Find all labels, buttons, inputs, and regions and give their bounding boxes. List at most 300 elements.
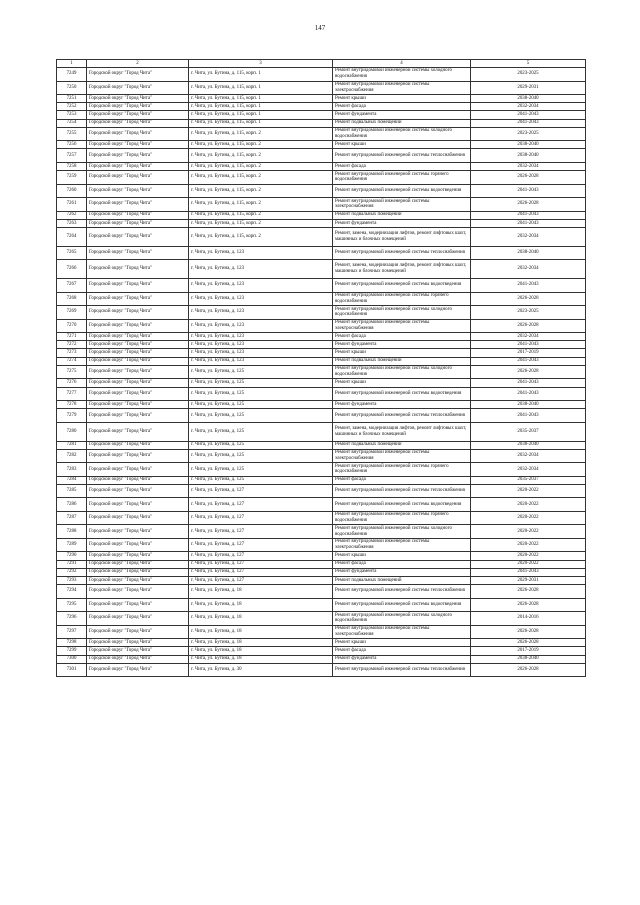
- row-years-cell: 2026-2028: [471, 598, 586, 612]
- row-work-cell: Ремонт фасада: [333, 162, 471, 170]
- row-address-cell: г. Чита, ул. Бутина, д. 125: [189, 449, 333, 463]
- row-work-cell: Ремонт, замена, модернизация лифтов, ремонт лифтовых шахт, машинных и блочных помещений: [333, 260, 471, 279]
- row-id-cell: 7287: [57, 511, 87, 525]
- row-years-cell: 2014-2016: [471, 612, 586, 626]
- row-address-cell: г. Чита, ул. Бутина, д. 123: [189, 357, 333, 365]
- row-address-cell: г. Чита, ул. Бутина, д. 123: [189, 319, 333, 333]
- row-work-cell: Ремонт крыши: [333, 95, 471, 103]
- row-years-cell: 2020-2022: [471, 484, 586, 498]
- row-years-cell: 2041-2043: [471, 219, 586, 227]
- table-row: [57, 639, 586, 647]
- row-years-cell: 2041-2043: [471, 341, 586, 349]
- row-owner-cell: Городской округ "Город Чита": [87, 441, 189, 449]
- table-row: [57, 441, 586, 449]
- row-owner-cell: Городской округ "Город Чита": [87, 228, 189, 247]
- row-years-cell: 2020-2022: [471, 560, 586, 568]
- row-address-cell: г. Чита, ул. Бутина, д. 123: [189, 349, 333, 357]
- row-address-cell: г. Чита, ул. Бутина, д. 18: [189, 612, 333, 626]
- table-row: [57, 576, 586, 584]
- row-years-cell: 2020-2022: [471, 525, 586, 539]
- row-work-cell: Ремонт фундамента: [333, 111, 471, 119]
- row-work-cell: Ремонт фундамента: [333, 401, 471, 409]
- row-owner-cell: Городской округ "Город Чита": [87, 612, 189, 626]
- row-work-cell: Ремонт внутридомовой инженерной системы водоотведения: [333, 498, 471, 512]
- row-address-cell: г. Чита, ул. Бутина, д. 125: [189, 422, 333, 441]
- row-years-cell: 2038-2040: [471, 149, 586, 163]
- row-address-cell: г. Чита, ул. Бутина, д. 30: [189, 663, 333, 677]
- row-address-cell: г. Чита, ул. Бутина, д. 18: [189, 625, 333, 639]
- table-row: [57, 365, 586, 379]
- row-address-cell: г. Чита, ул. Бутина, д. 115, корп. 1: [189, 103, 333, 111]
- row-years-cell: 2026-2028: [471, 292, 586, 306]
- table-row: [57, 612, 586, 626]
- row-address-cell: г. Чита, ул. Бутина, д. 123: [189, 260, 333, 279]
- row-id-cell: 7252: [57, 103, 87, 111]
- row-years-cell: 2023-2025: [471, 127, 586, 141]
- row-owner-cell: Городской округ "Город Чита": [87, 379, 189, 387]
- row-address-cell: г. Чита, ул. Бутина, д. 115, корп. 2: [189, 149, 333, 163]
- table-row: [57, 349, 586, 357]
- row-work-cell: Ремонт фундамента: [333, 219, 471, 227]
- row-id-cell: 7255: [57, 127, 87, 141]
- row-owner-cell: Городской округ "Город Чита": [87, 576, 189, 584]
- row-work-cell: Ремонт крыши: [333, 639, 471, 647]
- row-owner-cell: Городской округ "Город Чита": [87, 341, 189, 349]
- table-row: [57, 260, 586, 279]
- row-owner-cell: Городской округ "Город Чита": [87, 484, 189, 498]
- table-row: [57, 111, 586, 119]
- header-cell-5: 5: [471, 60, 586, 68]
- row-owner-cell: Городской округ "Город Чита": [87, 401, 189, 409]
- row-id-cell: 7271: [57, 333, 87, 341]
- row-address-cell: г. Чита, ул. Бутина, д. 115, корп. 2: [189, 127, 333, 141]
- row-id-cell: 7293: [57, 576, 87, 584]
- table-row: [57, 103, 586, 111]
- row-id-cell: 7284: [57, 476, 87, 484]
- row-work-cell: Ремонт подвальных помещений: [333, 357, 471, 365]
- row-years-cell: 2032-2034: [471, 103, 586, 111]
- row-address-cell: г. Чита, ул. Бутина, д. 115, корп. 2: [189, 184, 333, 198]
- table-row: [57, 560, 586, 568]
- table-row: [57, 379, 586, 387]
- row-id-cell: 7285: [57, 484, 87, 498]
- table-row: [57, 171, 586, 185]
- row-id-cell: 7256: [57, 141, 87, 149]
- row-address-cell: г. Чита, ул. Бутина, д. 127: [189, 560, 333, 568]
- row-id-cell: 7260: [57, 184, 87, 198]
- row-owner-cell: Городской округ "Город Чита": [87, 639, 189, 647]
- row-address-cell: г. Чита, ул. Бутина, д. 127: [189, 511, 333, 525]
- row-address-cell: г. Чита, ул. Бутина, д. 123: [189, 279, 333, 293]
- row-years-cell: 2032-2034: [471, 162, 586, 170]
- row-address-cell: г. Чита, ул. Бутина, д. 115, корп. 2: [189, 162, 333, 170]
- row-years-cell: 2038-2040: [471, 401, 586, 409]
- table-row: [57, 219, 586, 227]
- table-row: [57, 422, 586, 441]
- row-address-cell: г. Чита, ул. Бутина, д. 123: [189, 292, 333, 306]
- header-cell-3: 3: [189, 60, 333, 68]
- row-work-cell: Ремонт внутридомовой инженерной системы холодного водоснабжения: [333, 525, 471, 539]
- row-years-cell: 2032-2034: [471, 260, 586, 279]
- row-work-cell: Ремонт внутридомовой инженерной системы водоотведения: [333, 184, 471, 198]
- row-years-cell: 2032-2034: [471, 333, 586, 341]
- row-years-cell: 2017-2019: [471, 647, 586, 655]
- row-owner-cell: Городской округ "Город Чита": [87, 111, 189, 119]
- row-work-cell: Ремонт подвальных помещений: [333, 576, 471, 584]
- row-work-cell: Ремонт внутридомовой инженерной системы водоотведения: [333, 598, 471, 612]
- row-years-cell: 2038-2040: [471, 246, 586, 260]
- row-address-cell: г. Чита, ул. Бутина, д. 18: [189, 639, 333, 647]
- row-years-cell: 2026-2028: [471, 639, 586, 647]
- row-years-cell: 2026-2028: [471, 625, 586, 639]
- header-cell-1: 1: [57, 60, 87, 68]
- row-years-cell: 2041-2043: [471, 119, 586, 127]
- table-row: [57, 568, 586, 576]
- row-work-cell: Ремонт внутридомовой инженерной системы электроснабжения: [333, 449, 471, 463]
- row-owner-cell: Городской округ "Город Чита": [87, 246, 189, 260]
- row-address-cell: г. Чита, ул. Бутина, д. 127: [189, 498, 333, 512]
- row-years-cell: 2041-2043: [471, 568, 586, 576]
- row-id-cell: 7257: [57, 149, 87, 163]
- table-row: [57, 401, 586, 409]
- row-id-cell: 7275: [57, 365, 87, 379]
- row-id-cell: 7289: [57, 538, 87, 552]
- row-work-cell: Ремонт внутридомовой инженерной системы холодного водоснабжения: [333, 365, 471, 379]
- row-work-cell: Ремонт фасада: [333, 333, 471, 341]
- row-address-cell: г. Чита, ул. Бутина, д. 123: [189, 333, 333, 341]
- row-address-cell: г. Чита, ул. Бутина, д. 123: [189, 306, 333, 320]
- row-address-cell: г. Чита, ул. Бутина, д. 127: [189, 484, 333, 498]
- row-owner-cell: Городской округ "Город Чита": [87, 422, 189, 441]
- row-id-cell: 7250: [57, 81, 87, 95]
- page-number: 147: [314, 24, 326, 32]
- row-address-cell: г. Чита, ул. Бутина, д. 115, корп. 1: [189, 119, 333, 127]
- table-row: [57, 162, 586, 170]
- row-address-cell: г. Чита, ул. Бутина, д. 18: [189, 647, 333, 655]
- row-years-cell: 2020-2022: [471, 498, 586, 512]
- table-row: [57, 357, 586, 365]
- row-work-cell: Ремонт внутридомовой инженерной системы холодного водоснабжения: [333, 306, 471, 320]
- row-years-cell: 2038-2040: [471, 655, 586, 663]
- table-row: [57, 279, 586, 293]
- row-work-cell: Ремонт внутридомовой инженерной системы холодного водоснабжения: [333, 68, 471, 82]
- table-row: [57, 141, 586, 149]
- row-id-cell: 7269: [57, 306, 87, 320]
- row-owner-cell: Городской округ "Город Чита": [87, 598, 189, 612]
- row-address-cell: г. Чита, ул. Бутина, д. 115, корп. 1: [189, 111, 333, 119]
- table-row: [57, 306, 586, 320]
- row-owner-cell: Городской округ "Город Чита": [87, 103, 189, 111]
- table-row: [57, 449, 586, 463]
- table-row: [57, 655, 586, 663]
- row-owner-cell: Городской округ "Город Чита": [87, 184, 189, 198]
- row-id-cell: 7300: [57, 655, 87, 663]
- row-years-cell: 2026-2028: [471, 198, 586, 212]
- row-owner-cell: Городской округ "Город Чита": [87, 162, 189, 170]
- row-owner-cell: Городской округ "Город Чита": [87, 119, 189, 127]
- table-row: [57, 625, 586, 639]
- row-owner-cell: Городской округ "Город Чита": [87, 81, 189, 95]
- row-id-cell: 7266: [57, 260, 87, 279]
- row-owner-cell: Городской округ "Город Чита": [87, 171, 189, 185]
- row-id-cell: 7294: [57, 585, 87, 599]
- row-work-cell: Ремонт внутридомовой инженерной системы электроснабжения: [333, 625, 471, 639]
- row-years-cell: 2026-2028: [471, 585, 586, 599]
- table-row: [57, 319, 586, 333]
- row-work-cell: Ремонт внутридомовой инженерной системы теплоснабжения: [333, 663, 471, 677]
- row-years-cell: 2023-2025: [471, 68, 586, 82]
- row-years-cell: 2026-2028: [471, 319, 586, 333]
- row-work-cell: Ремонт крыши: [333, 552, 471, 560]
- row-id-cell: 7288: [57, 525, 87, 539]
- row-address-cell: г. Чита, ул. Бутина, д. 115, корп. 1: [189, 81, 333, 95]
- row-work-cell: Ремонт внутридомовой инженерной системы электроснабжения: [333, 198, 471, 212]
- row-id-cell: 7272: [57, 341, 87, 349]
- row-years-cell: 2032-2034: [471, 228, 586, 247]
- row-work-cell: Ремонт подвальных помещений: [333, 441, 471, 449]
- row-years-cell: 2041-2043: [471, 279, 586, 293]
- row-address-cell: г. Чита, ул. Бутина, д. 115, корп. 2: [189, 141, 333, 149]
- row-years-cell: 2038-2040: [471, 95, 586, 103]
- capital-repair-table: [56, 59, 586, 677]
- row-owner-cell: Городской округ "Город Чита": [87, 127, 189, 141]
- row-work-cell: Ремонт фасада: [333, 647, 471, 655]
- table-row: [57, 127, 586, 141]
- row-work-cell: Ремонт крыши: [333, 379, 471, 387]
- row-id-cell: 7278: [57, 401, 87, 409]
- row-years-cell: 2035-2037: [471, 422, 586, 441]
- table-row: [57, 498, 586, 512]
- table-row: [57, 552, 586, 560]
- row-id-cell: 7297: [57, 625, 87, 639]
- table-row: [57, 95, 586, 103]
- row-years-cell: 2038-2040: [471, 141, 586, 149]
- row-work-cell: Ремонт внутридомовой инженерной системы теплоснабжения: [333, 484, 471, 498]
- table-row: [57, 663, 586, 677]
- table-row: [57, 647, 586, 655]
- row-owner-cell: Городской округ "Город Чита": [87, 260, 189, 279]
- row-years-cell: 2026-2028: [471, 663, 586, 677]
- row-work-cell: Ремонт внутридомовой инженерной системы водоотведения: [333, 387, 471, 401]
- table-row: [57, 476, 586, 484]
- row-work-cell: Ремонт внутридомовой инженерной системы горячего водоснабжения: [333, 171, 471, 185]
- row-owner-cell: Городской округ "Город Чита": [87, 387, 189, 401]
- row-id-cell: 7280: [57, 422, 87, 441]
- row-id-cell: 7277: [57, 387, 87, 401]
- table-row: [57, 149, 586, 163]
- row-work-cell: Ремонт внутридомовой инженерной системы электроснабжения: [333, 81, 471, 95]
- row-address-cell: г. Чита, ул. Бутина, д. 127: [189, 568, 333, 576]
- row-work-cell: Ремонт внутридомовой инженерной системы холодного водоснабжения: [333, 612, 471, 626]
- row-years-cell: 2029-2031: [471, 81, 586, 95]
- row-work-cell: Ремонт крыши: [333, 349, 471, 357]
- table-row: [57, 598, 586, 612]
- row-work-cell: Ремонт фасада: [333, 103, 471, 111]
- row-address-cell: г. Чита, ул. Бутина, д. 125: [189, 401, 333, 409]
- row-work-cell: Ремонт внутридомовой инженерной системы горячего водоснабжения: [333, 463, 471, 477]
- row-work-cell: Ремонт внутридомовой инженерной системы горячего водоснабжения: [333, 292, 471, 306]
- row-id-cell: 7283: [57, 463, 87, 477]
- row-years-cell: 2041-2043: [471, 184, 586, 198]
- row-id-cell: 7254: [57, 119, 87, 127]
- row-years-cell: 2026-2028: [471, 171, 586, 185]
- row-address-cell: г. Чита, ул. Бутина, д. 115, корп. 2: [189, 219, 333, 227]
- row-work-cell: Ремонт фасада: [333, 476, 471, 484]
- row-id-cell: 7301: [57, 663, 87, 677]
- row-years-cell: 2020-2022: [471, 552, 586, 560]
- table-row: [57, 184, 586, 198]
- row-id-cell: 7276: [57, 379, 87, 387]
- table-row: [57, 228, 586, 247]
- row-id-cell: 7249: [57, 68, 87, 82]
- row-id-cell: 7298: [57, 639, 87, 647]
- row-owner-cell: Городской округ "Город Чита": [87, 292, 189, 306]
- row-work-cell: Ремонт внутридомовой инженерной системы водоотведения: [333, 279, 471, 293]
- row-address-cell: г. Чита, ул. Бутина, д. 123: [189, 341, 333, 349]
- row-id-cell: 7251: [57, 95, 87, 103]
- table-row: [57, 484, 586, 498]
- row-work-cell: Ремонт подвальных помещений: [333, 119, 471, 127]
- row-work-cell: Ремонт крыши: [333, 141, 471, 149]
- row-work-cell: Ремонт внутридомовой инженерной системы электроснабжения: [333, 319, 471, 333]
- row-id-cell: 7292: [57, 568, 87, 576]
- row-id-cell: 7291: [57, 560, 87, 568]
- row-address-cell: г. Чита, ул. Бутина, д. 115, корп. 2: [189, 198, 333, 212]
- row-address-cell: г. Чита, ул. Бутина, д. 125: [189, 463, 333, 477]
- row-address-cell: г. Чита, ул. Бутина, д. 125: [189, 387, 333, 401]
- table-row: [57, 119, 586, 127]
- row-owner-cell: Городской округ "Город Чита": [87, 655, 189, 663]
- row-owner-cell: Городской округ "Город Чита": [87, 463, 189, 477]
- row-years-cell: 2041-2043: [471, 379, 586, 387]
- table-row: [57, 585, 586, 599]
- row-address-cell: г. Чита, ул. Бутина, д. 125: [189, 365, 333, 379]
- row-id-cell: 7299: [57, 647, 87, 655]
- row-owner-cell: Городской округ "Город Чита": [87, 219, 189, 227]
- row-id-cell: 7273: [57, 349, 87, 357]
- row-owner-cell: Городской округ "Город Чита": [87, 211, 189, 219]
- row-work-cell: Ремонт внутридомовой инженерной системы электроснабжения: [333, 538, 471, 552]
- row-years-cell: 2041-2043: [471, 409, 586, 423]
- row-id-cell: 7279: [57, 409, 87, 423]
- row-years-cell: 2020-2022: [471, 511, 586, 525]
- row-years-cell: 2041-2043: [471, 111, 586, 119]
- row-owner-cell: Городской округ "Город Чита": [87, 68, 189, 82]
- row-owner-cell: Городской округ "Город Чита": [87, 141, 189, 149]
- row-id-cell: 7295: [57, 598, 87, 612]
- row-owner-cell: Городской округ "Город Чита": [87, 525, 189, 539]
- row-years-cell: 2041-2043: [471, 357, 586, 365]
- row-work-cell: Ремонт внутридомовой инженерной системы холодного водоснабжения: [333, 127, 471, 141]
- row-years-cell: 2017-2019: [471, 349, 586, 357]
- row-id-cell: 7296: [57, 612, 87, 626]
- row-owner-cell: Городской округ "Город Чита": [87, 349, 189, 357]
- row-owner-cell: Городской округ "Город Чита": [87, 198, 189, 212]
- row-years-cell: 2038-2040: [471, 441, 586, 449]
- row-id-cell: 7267: [57, 279, 87, 293]
- row-owner-cell: Городской округ "Город Чита": [87, 476, 189, 484]
- table-row: [57, 463, 586, 477]
- row-address-cell: г. Чита, ул. Бутина, д. 123: [189, 246, 333, 260]
- row-address-cell: г. Чита, ул. Бутина, д. 125: [189, 441, 333, 449]
- row-years-cell: 2041-2043: [471, 211, 586, 219]
- row-work-cell: Ремонт внутридомовой инженерной системы теплоснабжения: [333, 246, 471, 260]
- row-id-cell: 7290: [57, 552, 87, 560]
- row-owner-cell: Городской округ "Город Чита": [87, 585, 189, 599]
- row-owner-cell: Городской округ "Город Чита": [87, 647, 189, 655]
- row-id-cell: 7286: [57, 498, 87, 512]
- table-header-row: [57, 60, 586, 68]
- row-work-cell: Ремонт подвальных помещений: [333, 211, 471, 219]
- row-address-cell: г. Чита, ул. Бутина, д. 18: [189, 585, 333, 599]
- row-years-cell: 2023-2025: [471, 306, 586, 320]
- row-id-cell: 7265: [57, 246, 87, 260]
- table-row: [57, 68, 586, 82]
- table-body: [57, 60, 586, 677]
- row-owner-cell: Городской округ "Город Чита": [87, 357, 189, 365]
- header-cell-4: 4: [333, 60, 471, 68]
- row-address-cell: г. Чита, ул. Бутина, д. 18: [189, 655, 333, 663]
- row-id-cell: 7270: [57, 319, 87, 333]
- table-row: [57, 81, 586, 95]
- row-owner-cell: Городской округ "Город Чита": [87, 625, 189, 639]
- table-row: [57, 292, 586, 306]
- row-work-cell: Ремонт фасада: [333, 560, 471, 568]
- row-address-cell: г. Чита, ул. Бутина, д. 127: [189, 525, 333, 539]
- row-years-cell: 2032-2034: [471, 449, 586, 463]
- row-id-cell: 7282: [57, 449, 87, 463]
- header-cell-2: 2: [87, 60, 189, 68]
- row-address-cell: г. Чита, ул. Бутина, д. 18: [189, 598, 333, 612]
- row-address-cell: г. Чита, ул. Бутина, д. 115, корп. 1: [189, 68, 333, 82]
- row-work-cell: Ремонт внутридомовой инженерной системы теплоснабжения: [333, 149, 471, 163]
- table-row: [57, 333, 586, 341]
- row-id-cell: 7262: [57, 211, 87, 219]
- row-address-cell: г. Чита, ул. Бутина, д. 115, корп. 2: [189, 171, 333, 185]
- row-address-cell: г. Чита, ул. Бутина, д. 125: [189, 379, 333, 387]
- row-id-cell: 7258: [57, 162, 87, 170]
- row-work-cell: Ремонт фундамента: [333, 655, 471, 663]
- row-owner-cell: Городской округ "Город Чита": [87, 568, 189, 576]
- row-owner-cell: Городской округ "Город Чита": [87, 409, 189, 423]
- row-owner-cell: Городской округ "Город Чита": [87, 95, 189, 103]
- table-row: [57, 341, 586, 349]
- row-owner-cell: Городской округ "Город Чита": [87, 560, 189, 568]
- row-address-cell: г. Чита, ул. Бутина, д. 127: [189, 538, 333, 552]
- row-years-cell: 2032-2034: [471, 463, 586, 477]
- row-id-cell: 7263: [57, 219, 87, 227]
- table-row: [57, 538, 586, 552]
- table-row: [57, 198, 586, 212]
- row-id-cell: 7253: [57, 111, 87, 119]
- row-work-cell: Ремонт, замена, модернизация лифтов, ремонт лифтовых шахт, машинных и блочных помещений: [333, 422, 471, 441]
- row-owner-cell: Городской округ "Город Чита": [87, 319, 189, 333]
- row-id-cell: 7261: [57, 198, 87, 212]
- row-id-cell: 7274: [57, 357, 87, 365]
- row-address-cell: г. Чита, ул. Бутина, д. 115, корп. 1: [189, 95, 333, 103]
- row-years-cell: 2035-2037: [471, 476, 586, 484]
- row-years-cell: 2020-2022: [471, 538, 586, 552]
- row-owner-cell: Городской округ "Город Чита": [87, 279, 189, 293]
- row-address-cell: г. Чита, ул. Бутина, д. 115, корп. 2: [189, 228, 333, 247]
- table-row: [57, 511, 586, 525]
- row-owner-cell: Городской округ "Город Чита": [87, 538, 189, 552]
- row-address-cell: г. Чита, ул. Бутина, д. 125: [189, 476, 333, 484]
- table-row: [57, 211, 586, 219]
- row-id-cell: 7259: [57, 171, 87, 185]
- row-address-cell: г. Чита, ул. Бутина, д. 127: [189, 576, 333, 584]
- row-owner-cell: Городской округ "Город Чита": [87, 663, 189, 677]
